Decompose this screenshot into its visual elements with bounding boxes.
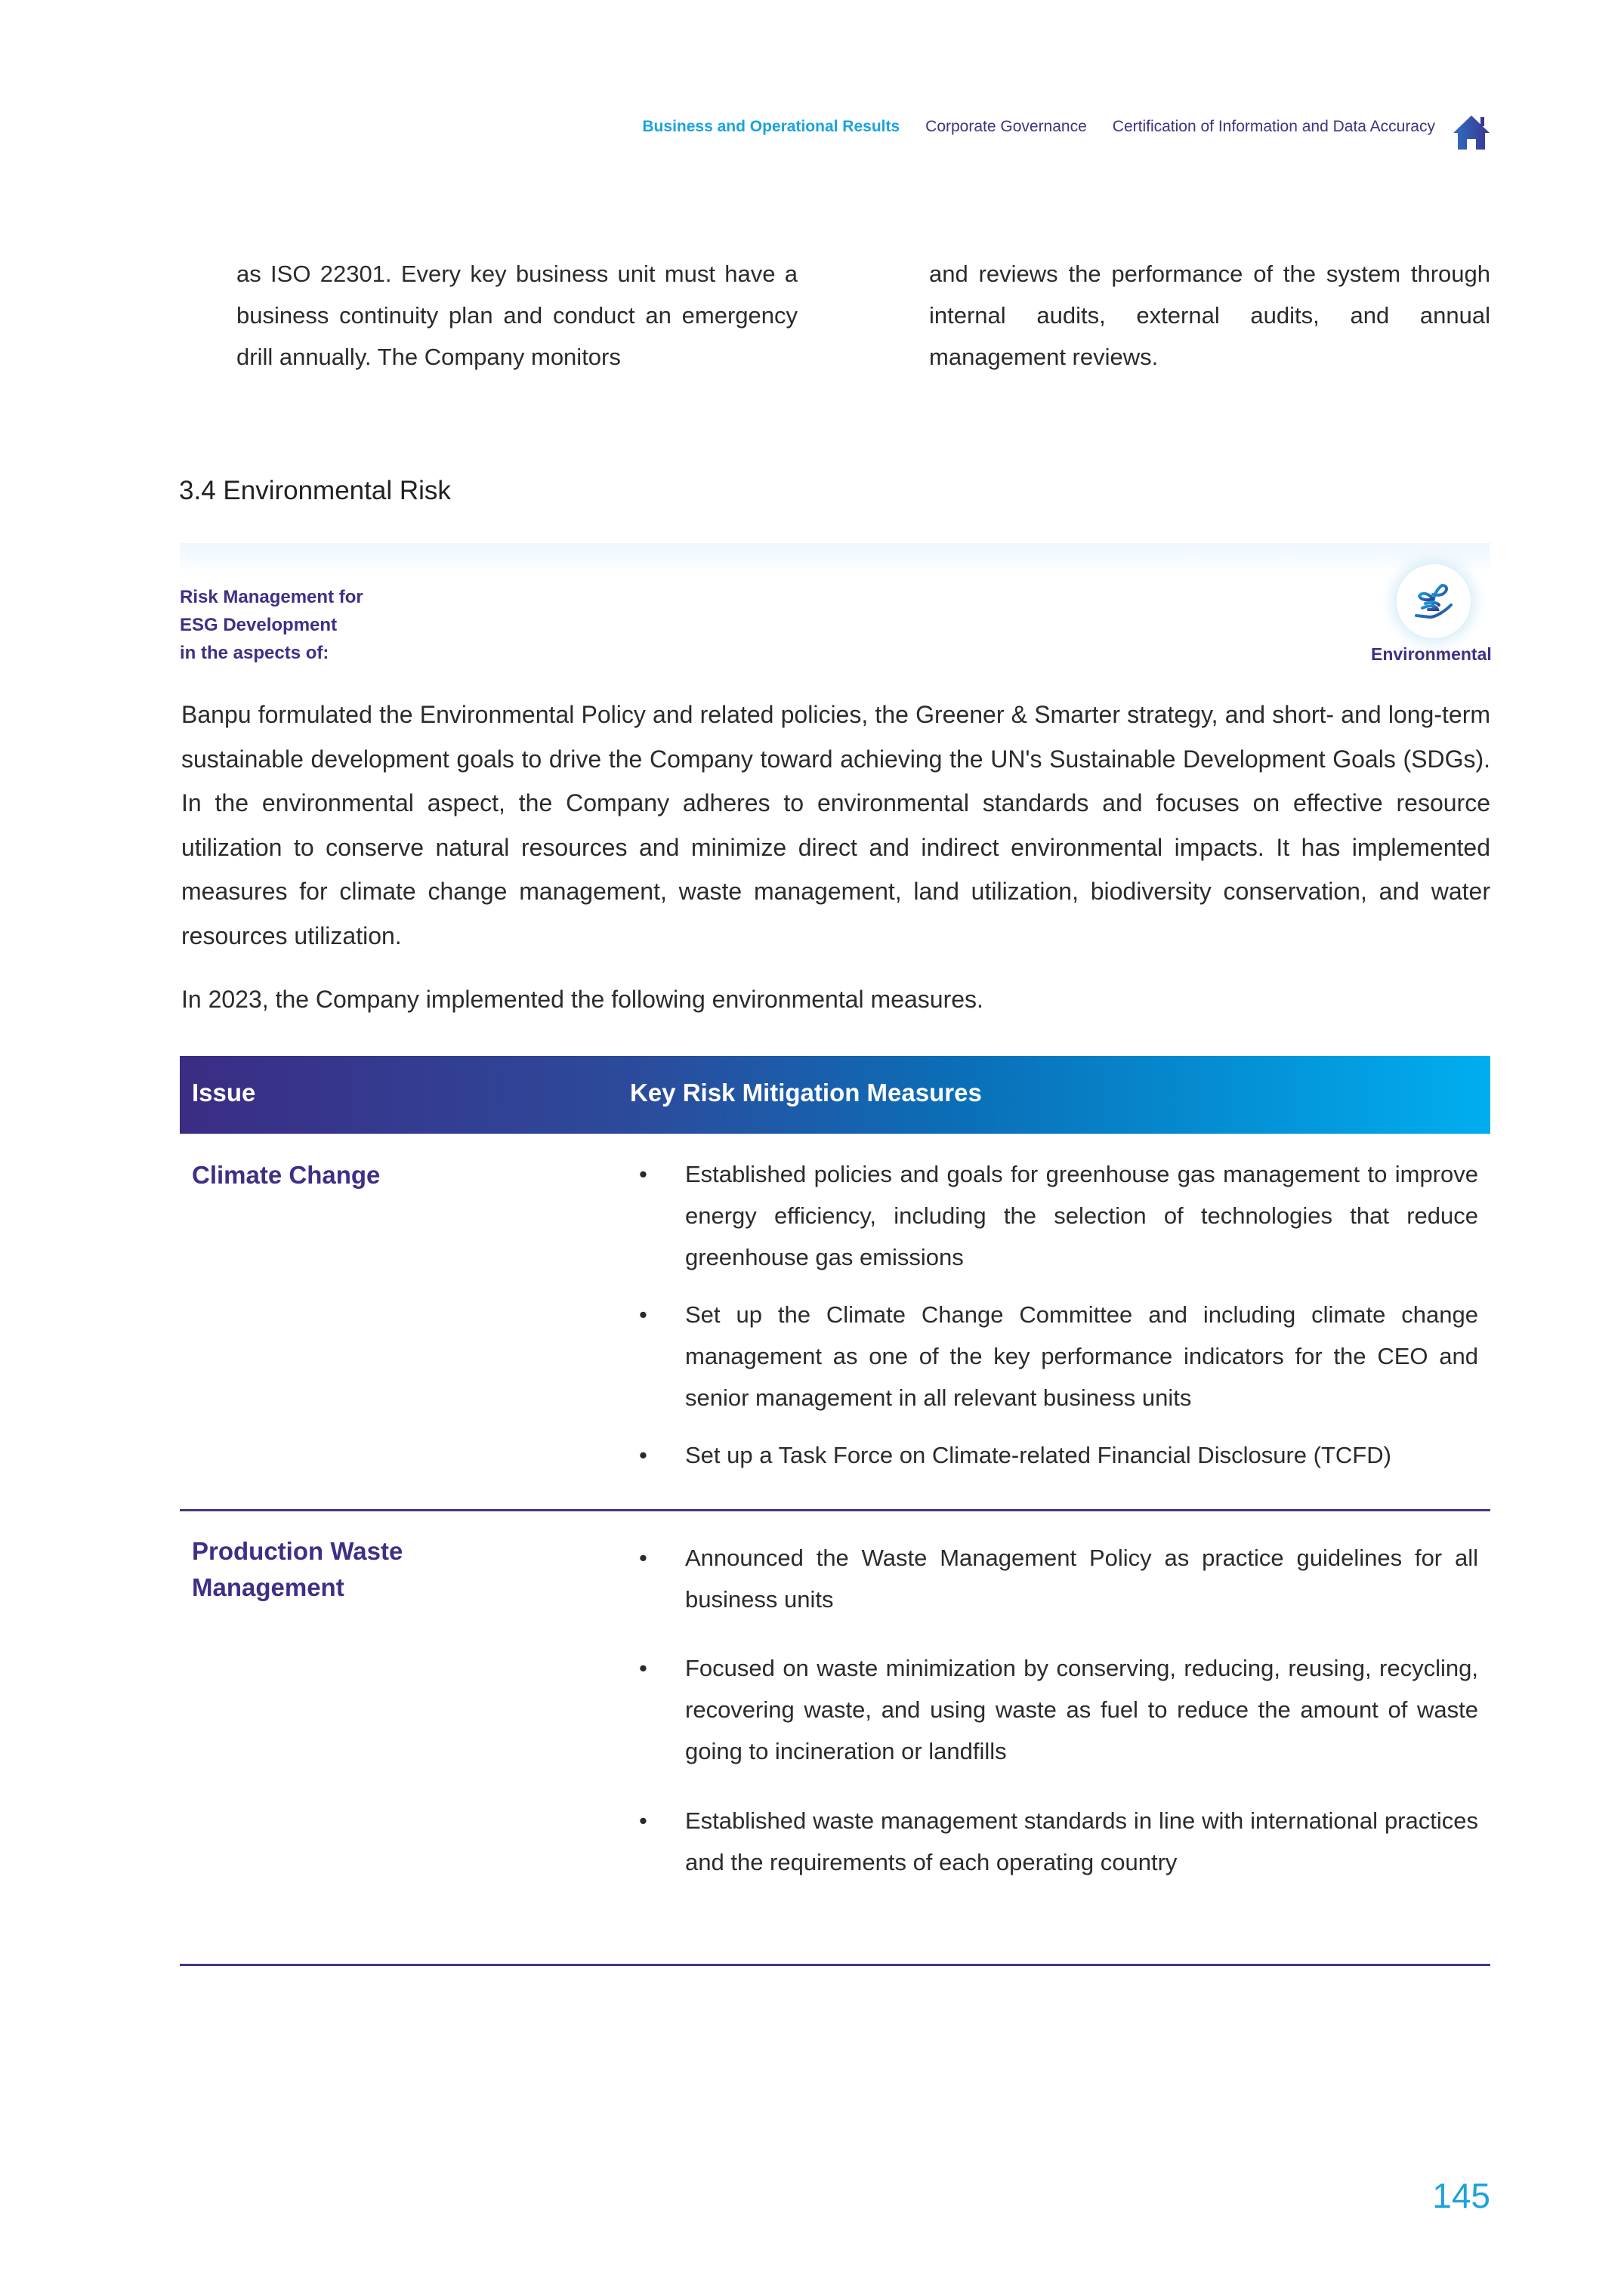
home-icon[interactable] bbox=[1452, 113, 1491, 151]
list-item bbox=[639, 1647, 1478, 1772]
measures-intro: In 2023, the Company implemented the following environmental measures. bbox=[181, 986, 983, 1013]
nav-certification[interactable]: Certification of Information and Data Accuracy bbox=[1112, 118, 1435, 135]
measure-text: Announced the Waste Management Policy as practice guidelines for all business units bbox=[685, 1545, 1478, 1613]
measure-text: Focused on waste minimization by conserving, reducing, reusing, recycling, recovering waste, and using waste as fuel to reduce the amount of waste going to incineration or landfills bbox=[685, 1655, 1478, 1764]
measure-text: Set up a Task Force on Climate-related Financial Disclosure (TCFD) bbox=[685, 1442, 1391, 1468]
row-divider bbox=[180, 1964, 1490, 1966]
risk-label-line: Risk Management for bbox=[180, 587, 363, 607]
paragraph-text: Banpu formulated the Environmental Policy and related policies, the Greener & Smarter strategy, and short- and long-term sustainable development goals to drive the Company toward achieving the UN's Sustainable Development Goals (SDGs). In the environmental aspect, the Company adheres to environmental standards and focuses on effective resource utilization to conserve natural resources and minimize direct and indirect environmental impacts. It has implemented measures for climate change management, waste management, land utilization, biodiversity conservation, and water resources utilization. bbox=[181, 701, 1490, 949]
header-nav bbox=[642, 118, 1435, 136]
list-item bbox=[639, 1294, 1478, 1418]
bullet-icon: • bbox=[639, 1807, 647, 1834]
page-number: 145 bbox=[1432, 2176, 1490, 2215]
intro-column-1: as ISO 22301. Every key business unit must have a business continuity plan and conduct an emergency drill annually. The Company monitors bbox=[236, 261, 798, 370]
environmental-label: Environmental bbox=[1371, 644, 1492, 664]
section-title: 3.4 Environmental Risk bbox=[179, 476, 451, 505]
bullet-icon: • bbox=[639, 1301, 647, 1328]
bullet-icon: • bbox=[639, 1655, 647, 1681]
list-item bbox=[639, 1800, 1478, 1883]
measure-text: Established waste management standards in line with international practices and the requirements of each operating country bbox=[685, 1807, 1478, 1875]
nav-corporate-governance[interactable]: Corporate Governance bbox=[925, 118, 1087, 135]
list-item bbox=[639, 1537, 1478, 1620]
header-measures: Key Risk Mitigation Measures bbox=[630, 1079, 982, 1107]
measure-text: Set up the Climate Change Committee and including climate change management as one of the key performance indicators for the CEO and senior management in all relevant business units bbox=[685, 1301, 1478, 1411]
plant-in-hand-icon bbox=[1410, 578, 1457, 625]
bullet-icon: • bbox=[639, 1161, 647, 1187]
list-item bbox=[639, 1434, 1478, 1476]
nav-business-results[interactable]: Business and Operational Results bbox=[642, 118, 900, 135]
table-header bbox=[180, 1056, 1490, 1134]
row-divider bbox=[180, 1509, 1490, 1511]
header-issue: Issue bbox=[192, 1079, 256, 1107]
list-item bbox=[639, 1153, 1478, 1278]
risk-label-line: in the aspects of: bbox=[180, 643, 329, 663]
issue-climate-change: Climate Change bbox=[192, 1161, 381, 1189]
bullet-icon: • bbox=[639, 1442, 647, 1468]
divider-band bbox=[180, 543, 1490, 569]
measure-text: Established policies and goals for greenhouse gas management to improve energy efficiency, including the selection of technologies that reduce greenhouse gas emissions bbox=[685, 1161, 1478, 1270]
issue-production-waste: Production Waste Management bbox=[192, 1537, 403, 1601]
risk-label-line: ESG Development bbox=[180, 615, 338, 635]
environmental-badge bbox=[1397, 564, 1471, 638]
environment-paragraph bbox=[181, 693, 1490, 958]
bullet-icon: • bbox=[639, 1545, 647, 1571]
intro-column-2: and reviews the performance of the system through internal audits, external audits, and annual management reviews. bbox=[929, 261, 1490, 370]
risk-label bbox=[180, 583, 363, 667]
